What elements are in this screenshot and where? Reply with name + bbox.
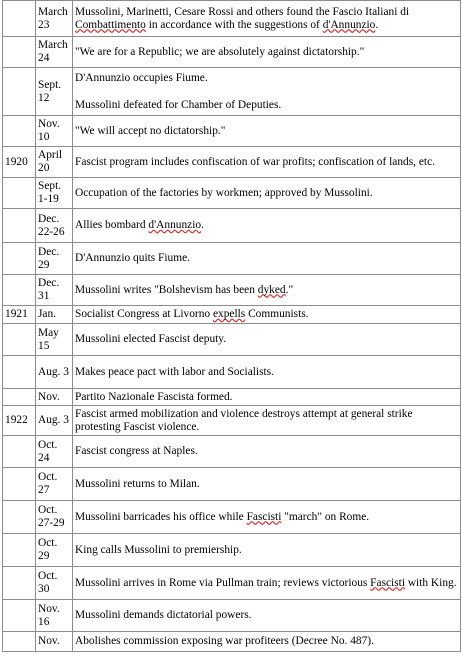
date-cell: Dec. 29 <box>36 243 73 275</box>
year-cell <box>3 389 36 406</box>
table-row <box>3 178 461 209</box>
event-cell <box>73 406 461 436</box>
table-row <box>3 567 461 600</box>
year-cell <box>3 68 36 116</box>
table-row <box>3 209 461 243</box>
year-cell <box>3 324 36 356</box>
year-cell <box>3 116 36 147</box>
event-text: Mussolini writes "Bolshevism has been dyked." <box>75 283 294 296</box>
event-cell <box>73 116 461 147</box>
event-cell <box>73 567 461 600</box>
event-text: Mussolini demands dictatorial powers. <box>75 609 252 621</box>
event-cell <box>73 306 461 324</box>
event-text: King calls Mussolini to premiership. <box>75 543 242 556</box>
table-row <box>3 468 461 501</box>
event-cell <box>73 632 461 652</box>
table-row <box>3 243 461 275</box>
date-cell: Dec. 31 <box>36 275 73 306</box>
date-cell: Oct. 24 <box>36 436 73 468</box>
spellcheck-underline: Fascisti <box>370 576 405 589</box>
event-text: Mussolini elected Fascist deputy. <box>75 333 227 345</box>
spellcheck-underline: expells <box>212 308 246 320</box>
event-cell <box>73 243 461 275</box>
table-row <box>3 37 461 68</box>
date-cell: Sept. 12 <box>36 68 73 116</box>
event-cell <box>73 436 461 468</box>
date-cell: March 24 <box>36 37 73 68</box>
event-cell <box>73 1 461 37</box>
date-cell: Jan. <box>36 306 73 324</box>
date-cell: Nov. 10 <box>36 116 73 147</box>
spellcheck-underline: d'Annunzio <box>322 18 376 31</box>
year-cell <box>3 178 36 209</box>
event-cell <box>73 600 461 632</box>
event-cell <box>73 275 461 306</box>
spellcheck-underline: Combattimento <box>75 18 146 31</box>
table-row <box>3 389 461 406</box>
event-cell <box>73 324 461 356</box>
year-cell <box>3 209 36 243</box>
event-text: Fascist armed mobilization and violence destroys attempt at general strike protesting Fascist violence. <box>75 407 413 433</box>
event-text: D'Annunzio occupies Fiume. <box>75 72 208 84</box>
event-text: Fascist congress at Naples. <box>75 445 198 457</box>
event-cell <box>73 209 461 243</box>
event-cell <box>73 389 461 406</box>
date-cell: Oct. 27 <box>36 468 73 501</box>
event-text: D'Annunzio quits Fiume. <box>75 252 191 264</box>
table-row <box>3 116 461 147</box>
event-text: Fascist program includes confiscation of war profits; confiscation of lands, etc. <box>75 155 435 168</box>
year-cell <box>3 243 36 275</box>
event-text: Occupation of the factories by workmen; approved by Mussolini. <box>75 186 373 199</box>
chronology-table <box>2 0 461 652</box>
spellcheck-underline: dyked <box>257 283 286 296</box>
date-cell: Oct. 29 <box>36 534 73 567</box>
table-row <box>3 632 461 652</box>
table-row <box>3 306 461 324</box>
event-cell <box>73 468 461 501</box>
year-cell <box>3 275 36 306</box>
event-text: "We will accept no dictatorship." <box>75 124 226 137</box>
event-text: Mussolini defeated for Chamber of Deputies. <box>75 99 282 111</box>
year-cell <box>3 534 36 567</box>
spellcheck-underline: d'Annunzio <box>148 219 202 231</box>
year-cell <box>3 468 36 501</box>
year-cell <box>3 632 36 652</box>
date-cell: Sept. 1-19 <box>36 178 73 209</box>
date-cell: Oct. 30 <box>36 567 73 600</box>
table-row <box>3 1 461 37</box>
year-cell: 1922 <box>3 406 36 436</box>
event-cell <box>73 37 461 68</box>
year-cell <box>3 37 36 68</box>
year-cell <box>3 356 36 389</box>
event-text: Mussolini returns to Milan. <box>75 477 200 490</box>
table-row <box>3 147 461 178</box>
year-cell: 1920 <box>3 147 36 178</box>
date-cell: Nov. <box>36 632 73 652</box>
table-row <box>3 436 461 468</box>
date-cell: March 23 <box>36 1 73 37</box>
event-text: Makes peace pact with labor and Socialists. <box>75 365 274 378</box>
event-text: Abolishes commission exposing war profiteers (Decree No. 487). <box>75 635 374 647</box>
date-cell: Aug. 3 <box>36 406 73 436</box>
event-cell <box>73 147 461 178</box>
event-text: Allies bombard d'Annunzio. <box>75 219 204 231</box>
year-cell <box>3 1 36 37</box>
spellcheck-underline: Fascisti <box>246 510 282 523</box>
year-cell <box>3 436 36 468</box>
event-text: Mussolini barricades his office while Fascisti "march" on Rome. <box>75 510 370 523</box>
table-row <box>3 356 461 389</box>
chronology-rows <box>3 1 461 652</box>
event-cell <box>73 501 461 534</box>
event-cell <box>73 68 461 116</box>
table-row <box>3 406 461 436</box>
event-text: Mussolini arrives in Rome via Pullman train; reviews victorious Fascisti with King. <box>75 576 457 589</box>
date-cell: May 15 <box>36 324 73 356</box>
table-row <box>3 275 461 306</box>
event-text: Mussolini, Marinetti, Cesare Rossi and others found the Fascio Italiani di Combattimento in accordance with the suggestions of d'Annunzio. <box>75 5 410 31</box>
event-text: Socialist Congress at Livorno expells Communists. <box>75 308 309 320</box>
event-cell <box>73 356 461 389</box>
event-cell <box>73 534 461 567</box>
table-row <box>3 501 461 534</box>
date-cell: Dec. 22-26 <box>36 209 73 243</box>
date-cell: Nov. 16 <box>36 600 73 632</box>
table-row <box>3 534 461 567</box>
year-cell <box>3 600 36 632</box>
event-cell <box>73 178 461 209</box>
event-text: "We are for a Republic; we are absolutely against dictatorship." <box>75 45 365 58</box>
table-row <box>3 68 461 116</box>
table-row <box>3 600 461 632</box>
date-cell: Oct. 27-29 <box>36 501 73 534</box>
year-cell: 1921 <box>3 306 36 324</box>
event-text: Partito Nazionale Fascista formed. <box>75 390 233 403</box>
year-cell <box>3 501 36 534</box>
date-cell: Aug. 3 <box>36 356 73 389</box>
table-row <box>3 324 461 356</box>
date-cell: Nov. <box>36 389 73 406</box>
year-cell <box>3 567 36 600</box>
date-cell: April 20 <box>36 147 73 178</box>
